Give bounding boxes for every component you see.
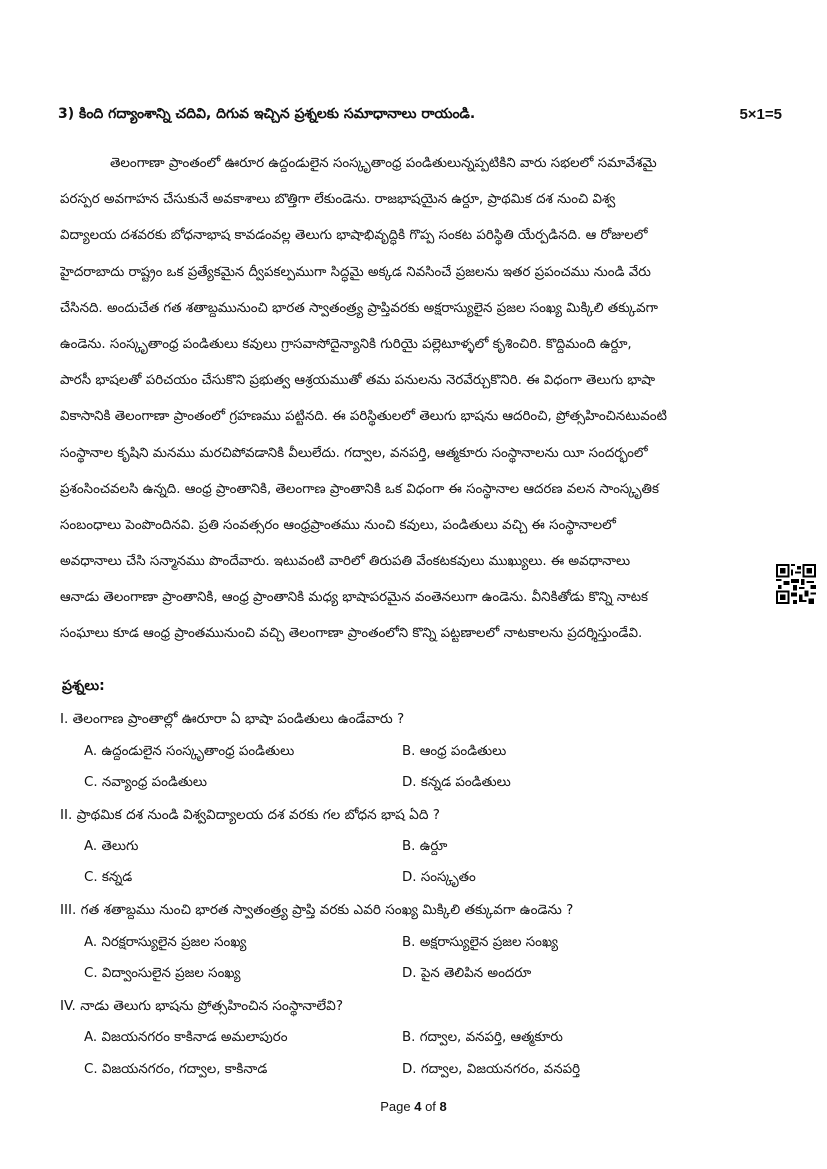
q3-option-a: A. నిరక్షరాస్యులైన ప్రజల సంఖ్య <box>84 935 247 950</box>
q3-option-b: B. అక్షరాస్యులైన ప్రజల సంఖ్య <box>402 935 559 950</box>
page-footer <box>0 1099 827 1114</box>
q2-option-b: B. ఉర్దూ <box>402 839 448 854</box>
q1-option-d: D. కన్నడ పండితులు <box>402 775 511 790</box>
q4-option-d: D. గద్వాల, విజయనగరం, వనపర్తి <box>402 1062 581 1077</box>
q2-option-a: A. తెలుగు <box>84 839 139 854</box>
passage-line: ఆనాడు తెలంగాణా ప్రాంతానికి, ఆంధ్ర ప్రాంతానికి మధ్య భాషాపరమైన వంతెనలుగా ఉండెను. వీనికితోడు కొన్ని నాటక <box>60 590 649 606</box>
question-2: II. ప్రాథమిక దశ నుండి విశ్వవిద్యాలయ దశ వరకు గల బోధన భాష ఏది ? <box>60 807 440 823</box>
passage-line: సంస్థానాల కృషిని మనము మరచిపోవడానికి వీలులేదు. గద్వాల, వనపర్తి, ఆత్మకూరు సంస్థానాలను యీ సందర్భంలో <box>60 445 648 461</box>
passage-line: వికాసానికి తెలంగాణా ప్రాంతంలో గ్రహణము పట్టినది. ఈ పరిస్థితులలో తెలుగు భాషను ఆదరించి, ప్రోత్సహించినటువంటి <box>60 409 667 425</box>
q3-option-c: C. విద్వాంసులైన ప్రజల సంఖ్య <box>84 966 241 981</box>
q1-option-a: A. ఉద్దండులైన సంస్కృతాంధ్ర పండితులు <box>84 744 295 759</box>
page-number: 4 <box>414 1099 422 1114</box>
of-word: of <box>425 1099 436 1114</box>
passage-line: తెలంగాణా ప్రాంతంలో ఊరూర ఉద్దండులైన సంస్కృతాంధ్ర పండితులున్నప్పటికిని వారు సభలలో సమావేశమై <box>110 156 657 171</box>
qr-code-icon <box>776 564 816 604</box>
q3-option-d: D. పైన తెలిపిన అందరూ <box>402 966 532 981</box>
passage-line: హైదరాబాదు రాష్ట్రం ఒక ప్రత్యేకమైన ద్వీపకల్పముగా సిద్ధమై అక్కడ నివసించే ప్రజలను ఇతర ప్రపంచము నుండి వేరు <box>60 264 651 280</box>
passage-line: విద్యాలయ దశవరకు బోధనాభాష కావడంవల్ల తెలుగు భాషాభివృద్ధికి గొప్ప సంకట పరిస్థితి యేర్పడినది. ఆ రోజులలో <box>60 228 648 244</box>
passage-line: పారసీ భాషలతో పరిచయం చేసుకొని ప్రభుత్వ ఆశ్రయముతో తమ పనులను నెరవేర్చుకొనిరి. ఈ విధంగా తెలుగు భాషా <box>60 373 656 389</box>
passage-line: ప్రశంసించవలసి ఉన్నది. ఆంధ్ర ప్రాంతానికి, తెలంగాణ ప్రాంతానికి ఒక విధంగా ఈ సంస్థానాల ఆదరణ వలన సాంస్కృతిక <box>60 481 659 497</box>
passage-line: సంబంధాలు పెంపొందినవి. ప్రతి సంవత్సరం ఆంధ్రప్రాంతము నుంచి కవులు, పండితులు వచ్చి ఈ సంస్థానాలలో <box>60 517 616 533</box>
question-4: IV. నాడు తెలుగు భాషను ప్రోత్సహించిన సంస్థానాలేవి? <box>60 998 344 1014</box>
questions-heading: ప్రశ్నలు: <box>62 678 105 694</box>
page-word: Page <box>380 1099 411 1114</box>
passage <box>60 146 784 653</box>
q4-option-c: C. విజయనగరం, గద్వాల, కాకినాడ <box>84 1062 268 1077</box>
q4-option-a: A. విజయనగరం కాకినాడ అమలాపురం <box>84 1030 288 1045</box>
total-pages: 8 <box>439 1099 447 1114</box>
q1-option-c: C. నవ్యాంధ్ర పండితులు <box>84 775 208 790</box>
q2-option-d: D. సంస్కృతం <box>402 870 476 885</box>
passage-line: పరస్పర అవగాహన చేసుకునే అవకాశాలు బొత్తిగా లేకుండెను. రాజభాషయైన ఉర్దూ, ప్రాథమిక దశ నుంచి విశ్వ <box>60 192 616 208</box>
passage-line: ఉండెను. సంస్కృతాంధ్ర పండితులు కవులు గ్రాసవాసోదైన్యానికి గురియై పల్లెటూళ్ళలో కృశించిరి. కొద్దిమంది ఉర్దూ, <box>60 336 632 352</box>
question-instruction: 3) కింది గద్యాంశాన్ని చదివి, దిగువ ఇచ్చిన ప్రశ్నలకు సమాధానాలు రాయండి. <box>58 106 476 122</box>
passage-line: అవధానాలు చేసి సన్మానము పొందేవారు. ఇటువంటి వారిలో తిరుపతి వేంకటకవులు ముఖ్యులు. ఈ అవధానాలు <box>60 554 631 570</box>
question-1: I. తెలంగాణ ప్రాంతాల్లో ఊరూరా ఏ భాషా పండితులు ఉండేవారు ? <box>60 711 405 727</box>
marks-label: 5×1=5 <box>739 106 782 123</box>
q1-option-b: B. ఆంధ్ర పండితులు <box>402 744 507 759</box>
q2-option-c: C. కన్నడ <box>84 870 133 885</box>
q4-option-b: B. గద్వాల, వనపర్తి, ఆత్మకూరు <box>402 1030 563 1045</box>
question-header <box>58 102 782 130</box>
passage-line: సంఘాలు కూడ ఆంధ్ర ప్రాంతమునుంచి వచ్చి తెలంగాణా ప్రాంతంలోని కొన్ని పట్టణాలలో నాటకాలను ప్రదర్శిస్తుండేవి. <box>60 626 643 642</box>
question-3: III. గత శతాబ్దము నుంచి భారత స్వాతంత్ర్య ప్రాప్తి వరకు ఎవరి సంఖ్య మిక్కిలి తక్కువగా ఉండెను ? <box>60 902 574 918</box>
passage-line: చేసినది. అందుచేత గత శతాబ్దమునుంచి భారత స్వాతంత్ర్య ప్రాప్తివరకు అక్షరాస్యులైన ప్రజల సంఖ్య మిక్కిలి తక్కువగా <box>60 300 658 316</box>
